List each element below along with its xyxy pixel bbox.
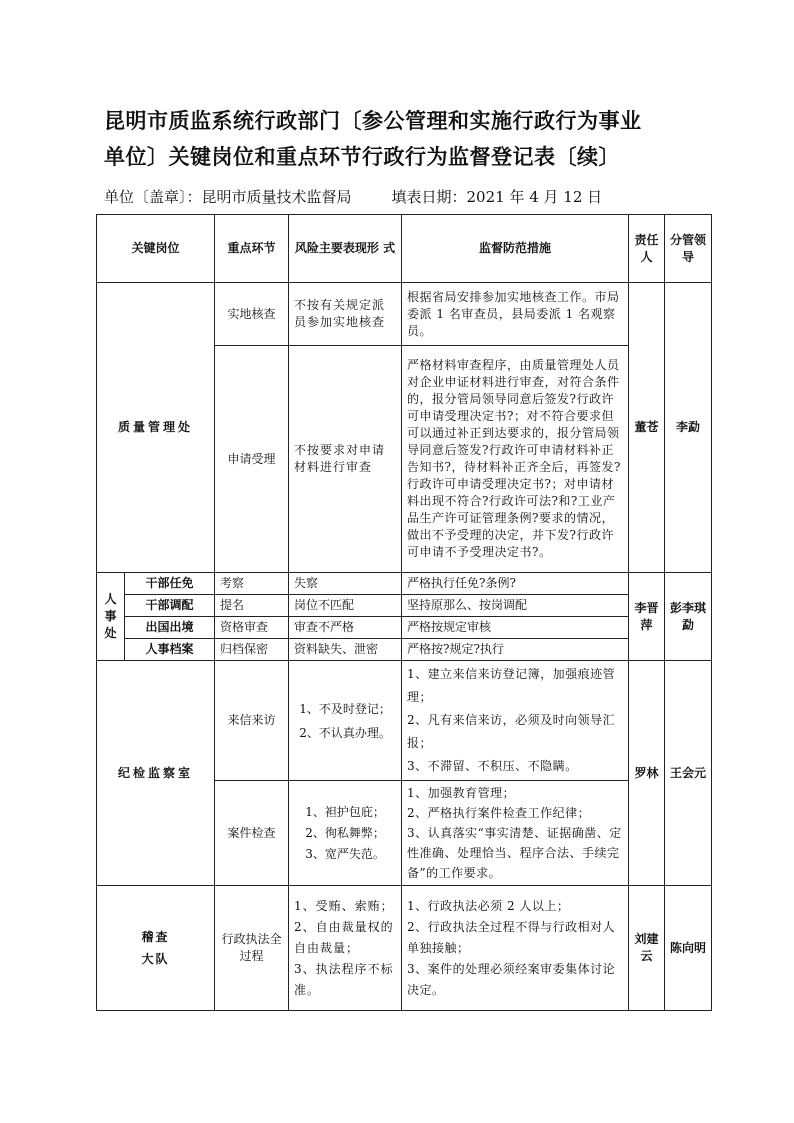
discipline-measures-1-line: 1、建立来信来访登记簿，加强痕迹管理；: [407, 667, 616, 704]
quality-leader: 李勐: [665, 283, 712, 573]
header-node: 重点环节: [215, 215, 289, 283]
personnel-measures-2: 坚持原那么、按岗调配: [402, 595, 629, 617]
discipline-measures-2-line: 3、认真落实“事实清楚、证据确凿、定性准确、处理恰当、程序合法、手续完备”的工作要求。: [407, 826, 622, 880]
discipline-measures-2: [402, 781, 629, 886]
discipline-measures-1: [402, 661, 629, 781]
quality-responsible: 董苍: [629, 283, 665, 573]
unit-line: [104, 186, 602, 207]
personnel-leader: 彭李琪勐: [665, 573, 712, 661]
table-row: [97, 617, 712, 639]
discipline-risk-2-line: 2、徇私舞弊；: [305, 825, 385, 840]
inspection-measures: [402, 886, 629, 1011]
header-responsible: 责任人: [629, 215, 665, 283]
personnel-sub-1: 干部任免: [125, 573, 215, 595]
header-measures: 监督防范措施: [402, 215, 629, 283]
personnel-measures-1: 严格执行任免?条例?: [402, 573, 629, 595]
discipline-measures-1-line: 2、凡有来信来访，必须及时向领导汇报；: [407, 713, 616, 750]
header-post: 关键岗位: [97, 215, 215, 283]
quality-measures-1: 根据省局安排参加实地核查工作。市局委派 1 名审查员，县局委派 1 名观察员。: [402, 283, 629, 346]
table-row: [97, 595, 712, 617]
title-line-2: 单位〕关键岗位和重点环节行政行为监督登记表〔续〕: [104, 145, 620, 169]
table-row: [97, 283, 712, 346]
header-row: [97, 215, 712, 283]
personnel-node-3: 资格审查: [215, 617, 289, 639]
personnel-node-2: 提名: [215, 595, 289, 617]
table-row: [97, 573, 712, 595]
title-line-1: 昆明市质监系统行政部门〔参公管理和实施行政行为事业: [104, 109, 642, 133]
discipline-risk-1: [289, 661, 402, 781]
unit-label: 单位〔盖章〕：昆明市质量技术监督局: [104, 188, 352, 206]
discipline-measures-2-line: 1、加强教育管理；: [407, 786, 516, 800]
table-row: [97, 661, 712, 781]
inspection-risk-line: 1、受贿、索贿；: [294, 898, 394, 913]
inspection-responsible: 刘建云: [629, 886, 665, 1011]
personnel-node-1: 考察: [215, 573, 289, 595]
quality-post: 质量管理处: [97, 283, 215, 573]
personnel-risk-2: 岗位不匹配: [289, 595, 402, 617]
personnel-measures-4: 严格按?规定?执行: [402, 639, 629, 661]
inspection-measures-line: 2、行政执法全过程不得与行政相对人单独接触；: [407, 919, 616, 955]
header-risk: 风险主要表现形 式: [289, 215, 402, 283]
quality-risk-1: 不按有关规定派员参加实地核查: [289, 283, 402, 346]
discipline-node-2: 案件检查: [215, 781, 289, 886]
discipline-responsible: 罗林: [629, 661, 665, 886]
discipline-risk-2-line: 1、袒护包庇；: [305, 804, 385, 819]
inspection-risk: [289, 886, 402, 1011]
quality-risk-2: 不按要求对申请材料进行审查: [289, 346, 402, 573]
discipline-risk-1-line: 1、不及时登记；: [299, 701, 391, 716]
quality-node-1: 实地核查: [215, 283, 289, 346]
discipline-post: 纪检监察室: [97, 661, 215, 886]
header-leader: 分管领导: [665, 215, 712, 283]
personnel-measures-3: 严格按规定审核: [402, 617, 629, 639]
discipline-risk-1-line: 2、不认真办理。: [299, 725, 391, 740]
table-row: [97, 639, 712, 661]
discipline-node-1: 来信来访: [215, 661, 289, 781]
inspection-node: 行政执法全过程: [215, 886, 289, 1011]
personnel-post: 人事处: [97, 573, 125, 661]
quality-measures-2: 严格材料审查程序，由质量管理处人员对企业申证材料进行审查，对符合条件的，报分管局领导同意后签发?行政许可申请受理决定书?；对不符合要求但可以通过补正到达要求的，报分管局领导同意后签发?行政许可申请材料补正告知书?，待材料补正齐全后，再签发?行政许可申请受理决定书?；对申请材料出现不符合?行政许可法?和?工业产品生产许可证管理条例?要求的情况，做出不予受理的决定，并下发?行政许可申请不予受理决定书?。: [402, 346, 629, 573]
personnel-sub-2: 干部调配: [125, 595, 215, 617]
discipline-measures-1-line: 3、不滞留、不积压、不隐瞒。: [407, 759, 578, 773]
personnel-risk-4: 资料缺失、泄密: [289, 639, 402, 661]
personnel-node-4: 归档保密: [215, 639, 289, 661]
personnel-sub-4: 人事档案: [125, 639, 215, 661]
document-title: [104, 103, 724, 175]
personnel-risk-1: 失察: [289, 573, 402, 595]
table-row: [97, 886, 712, 1011]
discipline-leader: 王会元: [665, 661, 712, 886]
discipline-risk-2: [289, 781, 402, 886]
inspection-measures-line: 1、行政执法必须 2 人以上；: [407, 898, 570, 913]
supervision-table: [96, 214, 712, 1011]
inspection-post: [97, 886, 215, 1011]
quality-node-2: 申请受理: [215, 346, 289, 573]
inspection-risk-line: 3、执法程序不标准。: [294, 961, 394, 997]
inspection-risk-line: 2、自由裁量权的自由裁量；: [294, 919, 394, 955]
personnel-sub-3: 出国出境: [125, 617, 215, 639]
discipline-measures-2-line: 2、严格执行案件检查工作纪律；: [407, 806, 591, 820]
fill-date: 填表日期：2021 年 4 月 12 日: [391, 188, 603, 206]
discipline-risk-2-line: 3、宽严失范。: [305, 846, 385, 861]
inspection-post-text: 稽查大队: [141, 930, 170, 966]
inspection-leader: 陈向明: [665, 886, 712, 1011]
personnel-risk-3: 审查不严格: [289, 617, 402, 639]
inspection-measures-line: 3、案件的处理必须经案审委集体讨论决定。: [407, 961, 616, 997]
personnel-responsible: 李晋萍: [629, 573, 665, 661]
